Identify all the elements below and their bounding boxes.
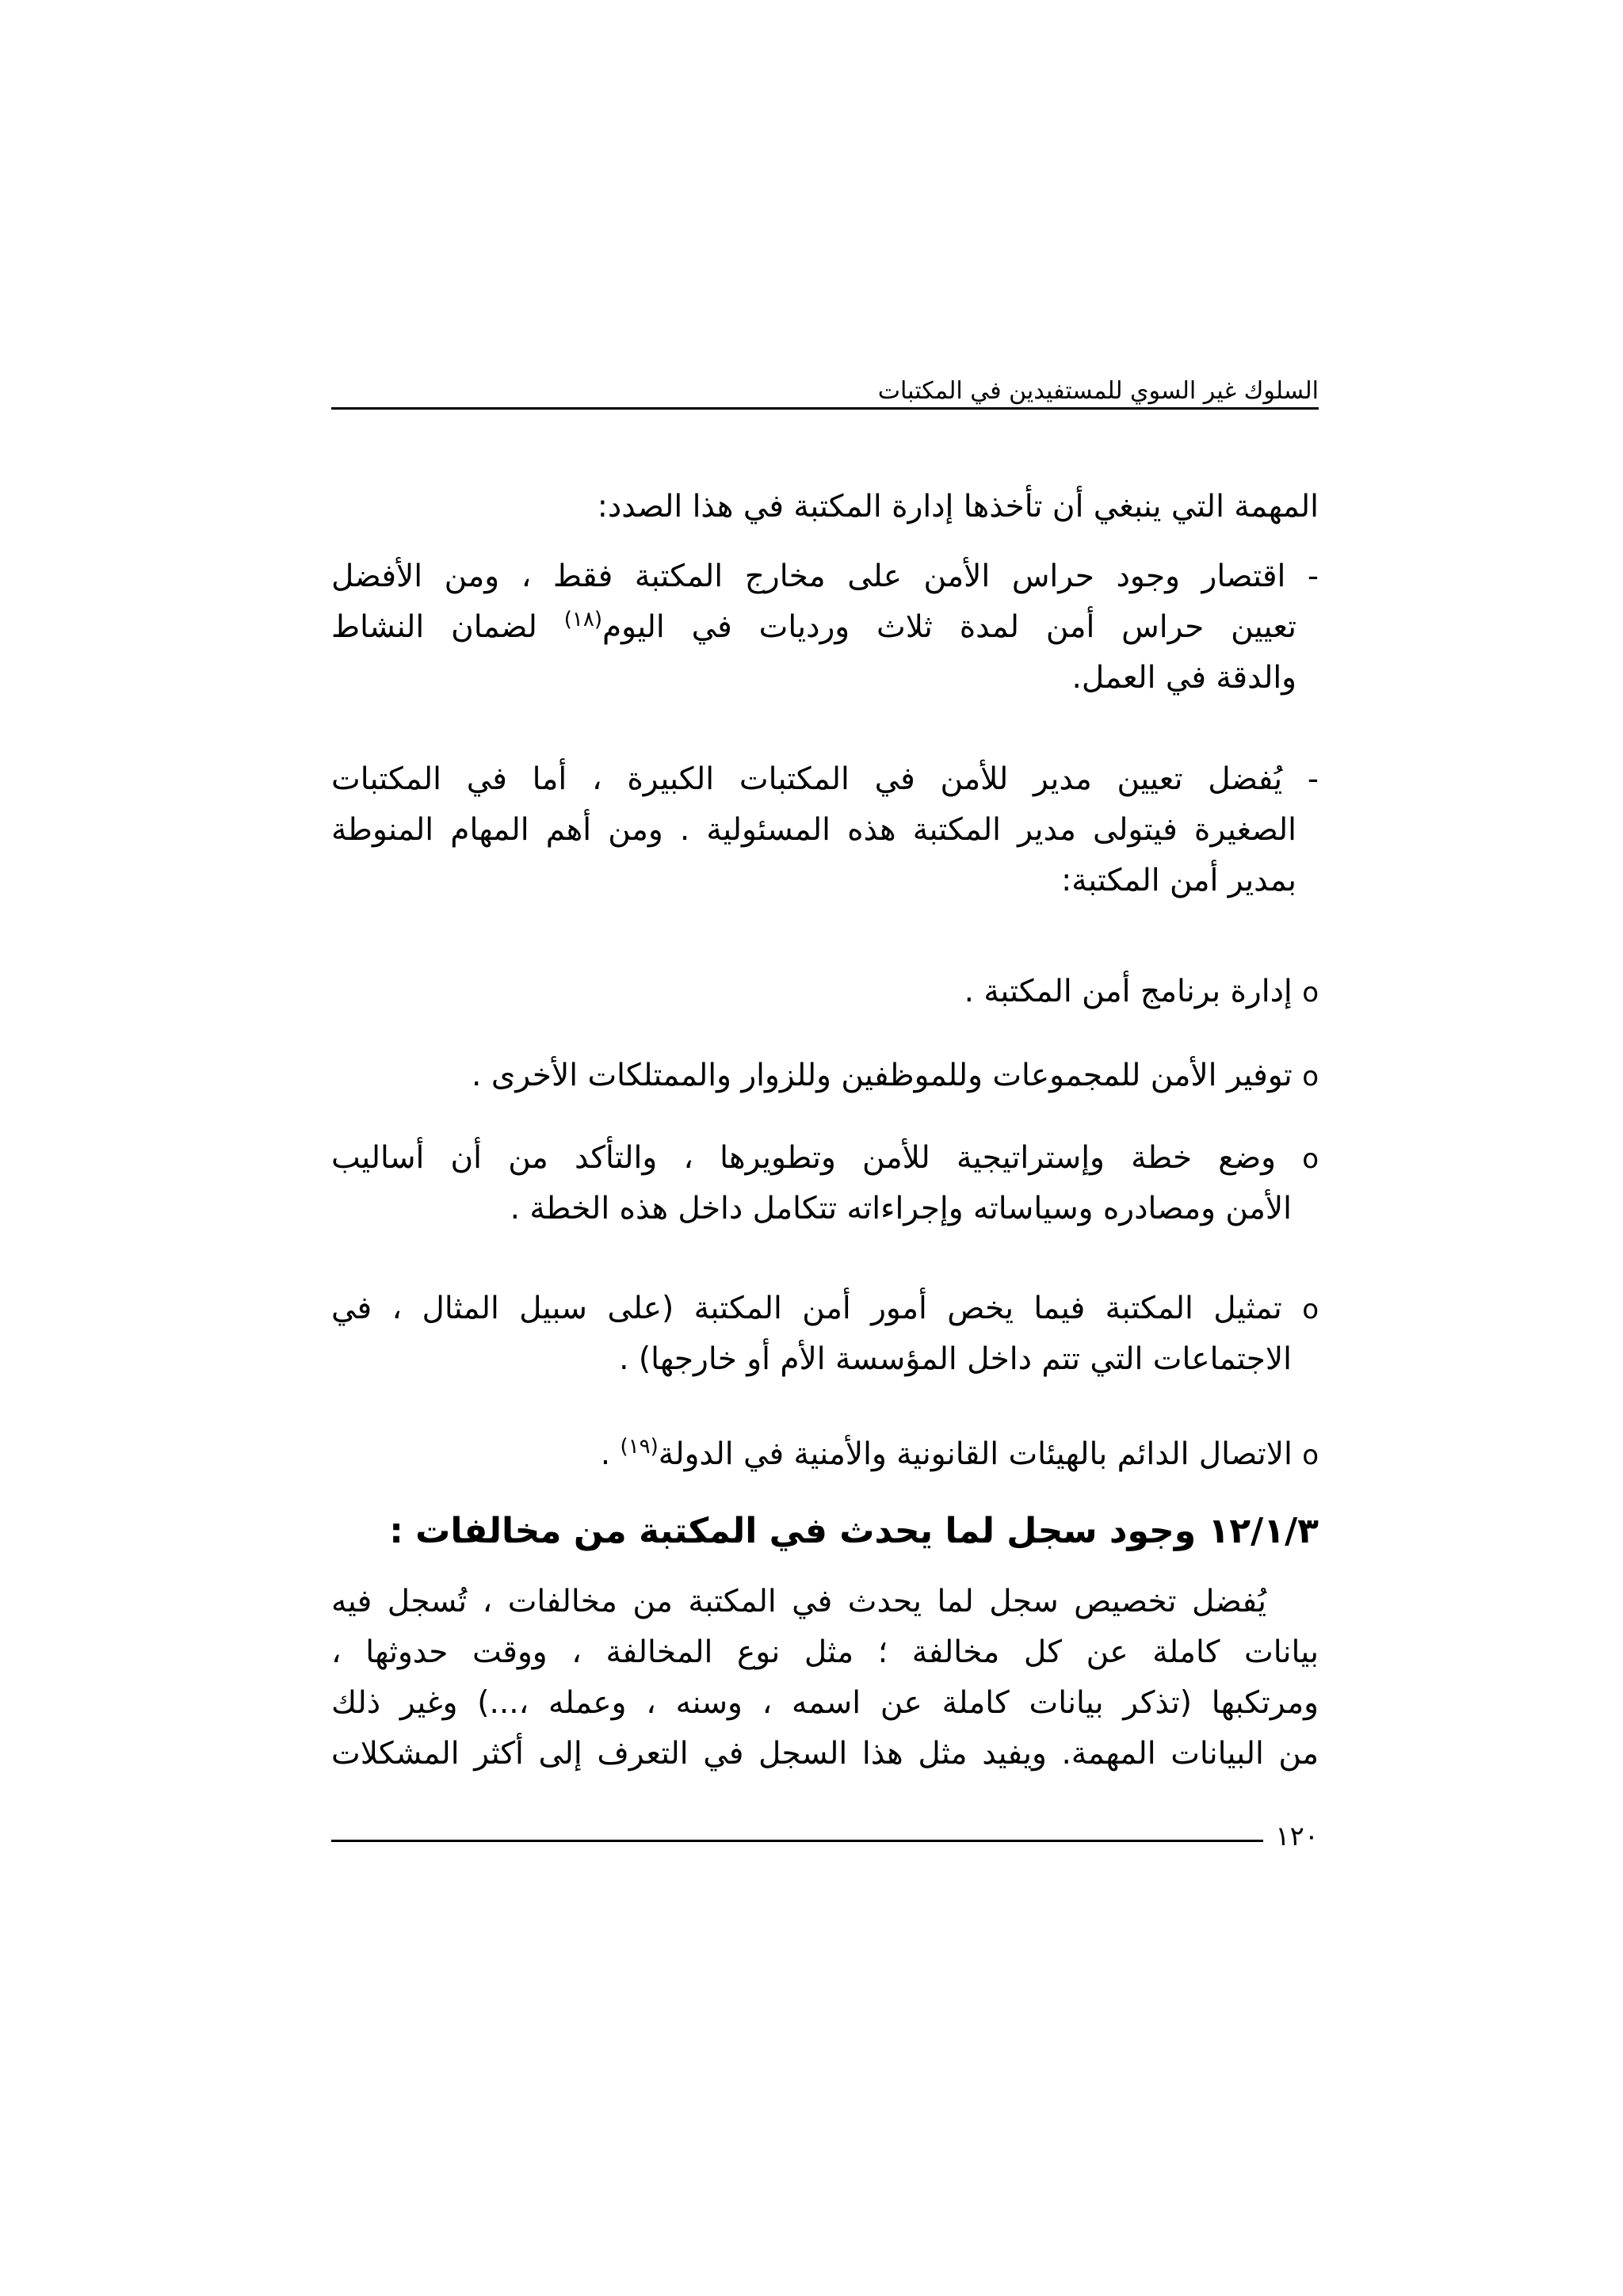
section-paragraph-line-3: ومرتكبها (تذكر بيانات كاملة عن اسمه ، وسنه ، وعمله ،...) وغير ذلك <box>331 1685 1319 1721</box>
sub-item-2-text: توفير الأمن للمجموعات وللموظفين وللزوار والممتلكات الأخرى . <box>472 1058 1293 1093</box>
running-header <box>331 376 1319 415</box>
bullet-icon: o <box>1302 1440 1319 1471</box>
guards-line-2-text-b: لضمان النشاط <box>331 609 564 645</box>
footnote-ref-19[interactable]: (١٩) <box>620 1435 659 1459</box>
list-item-guards-line-2 <box>331 602 1319 653</box>
bullet-icon: o <box>1302 1061 1319 1093</box>
footer-rule <box>331 1840 1263 1842</box>
list-item-manager-line-3: بمدير أمن المكتبة: <box>1061 863 1296 898</box>
list-item-guards-line-3: والدقة في العمل. <box>1071 660 1296 696</box>
bullet-icon: o <box>1302 1143 1319 1175</box>
sub-item-5-text-b: . <box>600 1436 621 1472</box>
sub-item-1 <box>331 967 1319 1017</box>
page-number: ١٢٠ <box>1264 1821 1319 1852</box>
sub-item-3-line-2: الأمن ومصادره وسياساته وإجراءاته تتكامل داخل هذه الخطة . <box>510 1191 1292 1226</box>
footnote-ref-18[interactable]: (١٨) <box>563 608 602 631</box>
guards-line-2-text-a: تعيين حراس أمن لمدة ثلاث ورديات في اليوم <box>601 609 1296 645</box>
sub-item-1-text: إدارة برنامج أمن المكتبة . <box>964 974 1293 1009</box>
list-item-guards-line-1: - اقتصار وجود حراس الأمن على مخارج المكتبة فقط ، ومن الأفضل <box>331 559 1319 594</box>
list-item-manager-line-2: الصغيرة فيتولى مدير المكتبة هذه المسئولية . ومن أهم المهام المنوطة <box>331 812 1296 848</box>
page-footer <box>331 1821 1319 1860</box>
list-item-manager-line-1: - يُفضل تعيين مدير للأمن في المكتبات الكبيرة ، أما في المكتبات <box>331 761 1319 797</box>
running-header-title: السلوك غير السوي للمستفيدين في المكتبات <box>875 377 1319 405</box>
section-heading: ١٢/١/٣ وجود سجل لما يحدث في المكتبة من مخالفات : <box>389 1511 1319 1551</box>
sub-item-3-line-1: وضع خطة وإستراتيجية للأمن وتطويرها ، والتأكد من أن أساليب <box>331 1140 1276 1176</box>
sub-item-5-text-a: الاتصال الدائم بالهيئات القانونية والأمنية في الدولة <box>658 1436 1293 1472</box>
sub-item-4-line-2: الاجتماعات التي تتم داخل المؤسسة الأم أو خارجها) . <box>619 1341 1292 1377</box>
list-item-guards <box>331 551 1319 704</box>
section-paragraph-line-1: يُفضل تخصيص سجل لما يحدث في المكتبة من مخالفات ، تُسجل فيه <box>331 1584 1266 1619</box>
sub-item-3 <box>331 1133 1319 1234</box>
sub-item-2 <box>331 1051 1319 1101</box>
list-item-security-manager <box>331 754 1319 906</box>
sub-item-4-line-1: تمثيل المكتبة فيما يخص أمور أمن المكتبة (على سبيل المثال ، في <box>331 1291 1282 1326</box>
sub-item-4 <box>331 1283 1319 1385</box>
section-paragraph <box>331 1577 1319 1779</box>
intro-paragraph <box>331 482 1319 532</box>
section-paragraph-line-4: من البيانات المهمة. ويفيد مثل هذا السجل في التعرف إلى أكثر المشكلات <box>331 1736 1319 1772</box>
section-paragraph-line-2: بيانات كاملة عن كل مخالفة ؛ مثل نوع المخالفة ، ووقت حدوثها ، <box>331 1634 1319 1670</box>
bullet-icon: o <box>1302 977 1319 1009</box>
header-rule <box>331 407 1319 410</box>
intro-line: المهمة التي ينبغي أن تأخذها إدارة المكتبة في هذا الصدد: <box>597 489 1319 524</box>
sub-item-5 <box>331 1429 1319 1480</box>
bullet-icon: o <box>1302 1294 1319 1325</box>
